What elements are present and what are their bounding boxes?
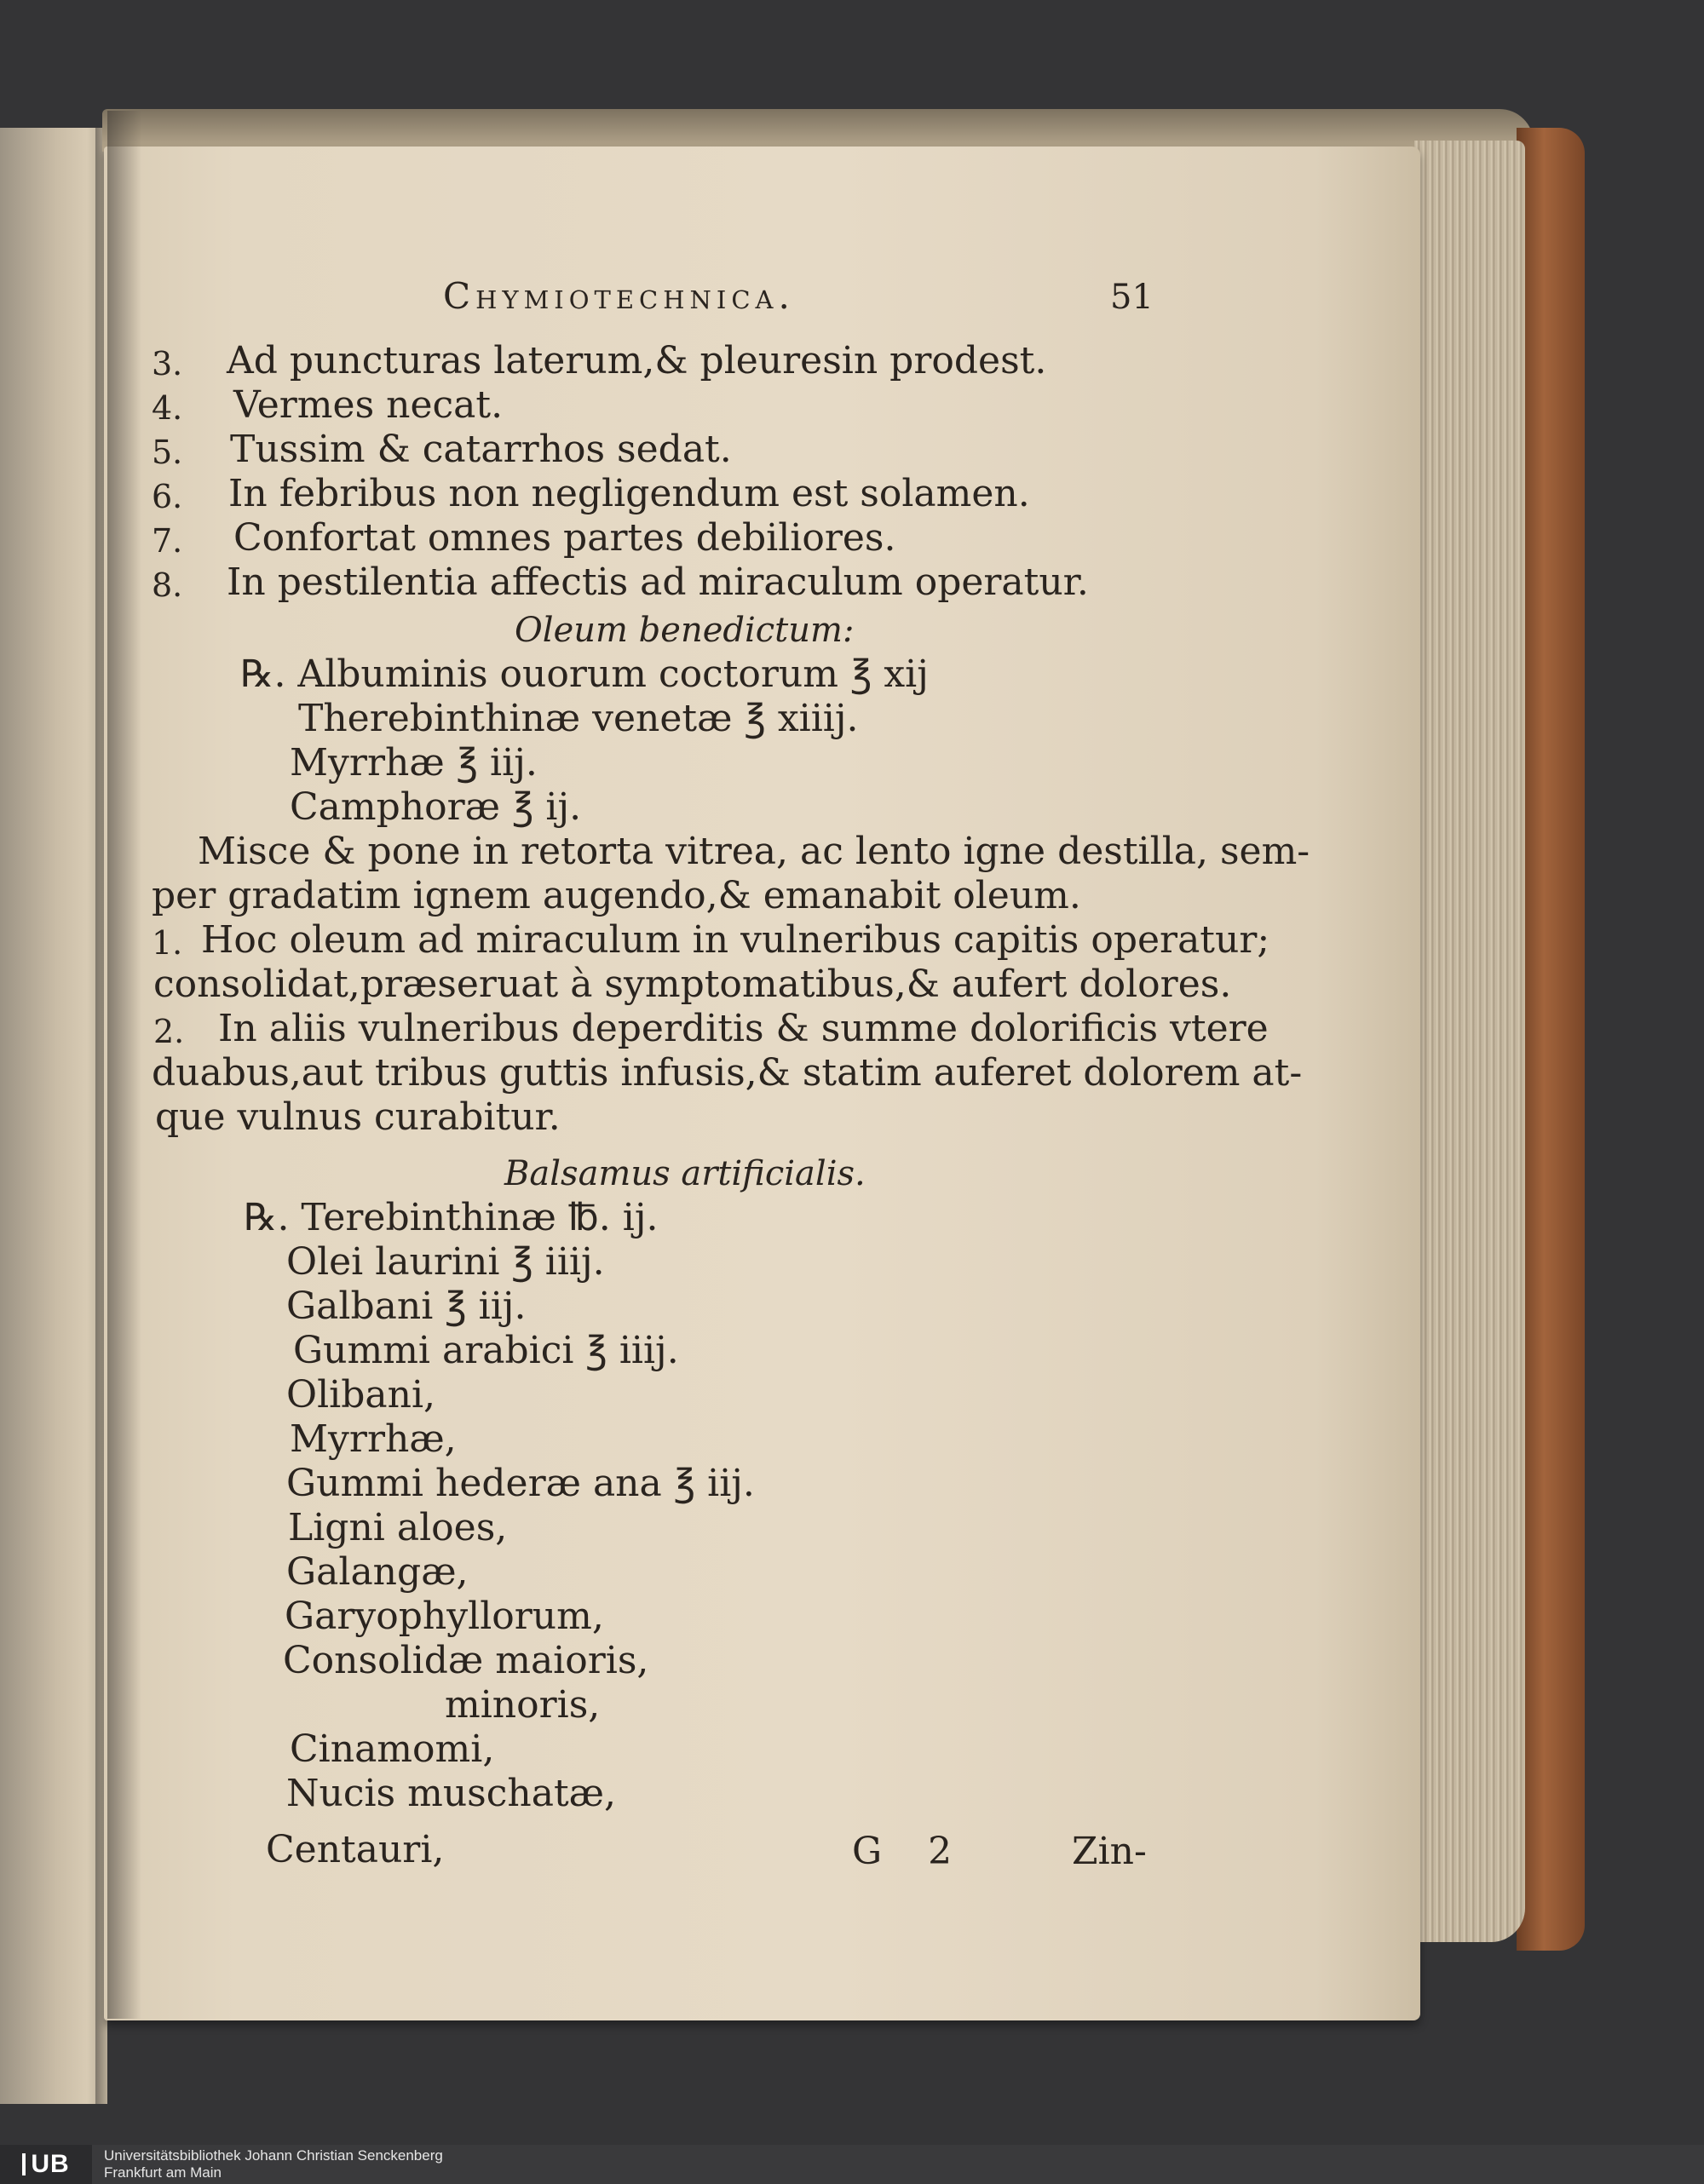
logo-text: UB	[31, 2150, 70, 2178]
footer-line: Frankfurt am Main	[104, 2164, 222, 2181]
footer-bar	[0, 2145, 1704, 2184]
list-item-text: In febribus non negligendum est solamen.	[228, 472, 1030, 515]
recipe-line: Myrrhæ,	[290, 1417, 457, 1461]
list-item-text: Ad puncturas laterum,& pleuresin prodest.	[227, 339, 1047, 382]
list-item-text: In aliis vulneribus deperditis & summe dolorificis vtere	[218, 1007, 1269, 1050]
list-item-number: 2.	[153, 1013, 185, 1050]
recipe-line: ℞. Albuminis ouorum coctorum ℥ xij	[240, 652, 929, 696]
recipe-line: minoris,	[445, 1683, 601, 1727]
recipe-line: Galbani ℥ iij.	[286, 1285, 527, 1328]
list-item-text: Tussim & catarrhos sedat.	[230, 428, 732, 471]
book-top-edge	[102, 109, 1534, 152]
recipe-line: Cinamomi,	[290, 1727, 495, 1771]
signature-mark: G 2	[852, 1830, 953, 1873]
recipe-line: Olibani,	[286, 1373, 436, 1417]
list-item-text: In pestilentia affectis ad miraculum operatur.	[227, 560, 1089, 604]
list-item-number: 4.	[152, 389, 183, 427]
running-head: Chymiotechnica.	[443, 275, 795, 317]
recipe-line: Camphoræ ℥ ij.	[290, 785, 582, 829]
recipe-line: Centauri,	[266, 1828, 445, 1871]
recipe-line: Garyophyllorum,	[285, 1595, 604, 1638]
recipe-line: Galangæ,	[286, 1550, 469, 1594]
paragraph-line: per gradatim ignem augendo,& emanabit oleum.	[152, 874, 1081, 917]
recipe-line: Myrrhæ ℥ iij.	[290, 741, 538, 785]
spine-shadow	[107, 111, 141, 2019]
recipe-line: Gummi arabici ℥ iiij.	[293, 1329, 679, 1372]
list-item-number: 8.	[152, 566, 183, 604]
recipe-line: Nucis muschatæ,	[286, 1772, 616, 1815]
recipe-line: Therebinthinæ venetæ ℥ xiiij.	[298, 697, 859, 740]
section-heading: Oleum benedictum:	[515, 611, 855, 650]
footer-text	[92, 2147, 443, 2181]
list-item-number: 1.	[152, 924, 183, 962]
list-item-text: consolidat,præseruat à symptomatibus,& aufert dolores.	[153, 963, 1232, 1006]
recipe-line: Olei laurini ℥ iiij.	[286, 1240, 605, 1284]
recipe-line: Ligni aloes,	[288, 1506, 508, 1549]
catchword: Zin-	[1072, 1830, 1147, 1873]
footer-line: Universitätsbibliothek Johann Christian Senckenberg	[104, 2147, 443, 2164]
list-item-text: Confortat omnes partes debiliores.	[233, 516, 896, 560]
recipe-line: Gummi hederæ ana ℥ iij.	[286, 1462, 755, 1505]
list-item-number: 6.	[152, 478, 183, 515]
section-heading: Balsamus artificialis.	[504, 1154, 866, 1193]
list-item-text: duabus,aut tribus guttis infusis,& statim auferet dolorem at-	[152, 1051, 1303, 1095]
left-page-edge	[0, 128, 102, 2104]
paragraph-line: Misce & pone in retorta vitrea, ac lento igne destilla, sem-	[198, 830, 1310, 873]
list-item-number: 3.	[152, 345, 183, 382]
recipe-line: Consolidæ maioris,	[283, 1639, 649, 1682]
book-cover-board	[1517, 128, 1585, 1951]
list-item-text: que vulnus curabitur.	[155, 1095, 561, 1139]
list-item-number: 5.	[152, 434, 183, 471]
list-item-number: 7.	[152, 522, 183, 560]
list-item-text: Hoc oleum ad miraculum in vulneribus capitis operatur;	[201, 918, 1270, 962]
book-fore-edge	[1414, 141, 1525, 1942]
list-item-text: Vermes necat.	[233, 383, 504, 427]
page-number: 51	[1110, 278, 1154, 317]
library-logo	[0, 2145, 92, 2184]
recipe-line: ℞. Terebinthinæ ℔. ij.	[244, 1196, 659, 1239]
